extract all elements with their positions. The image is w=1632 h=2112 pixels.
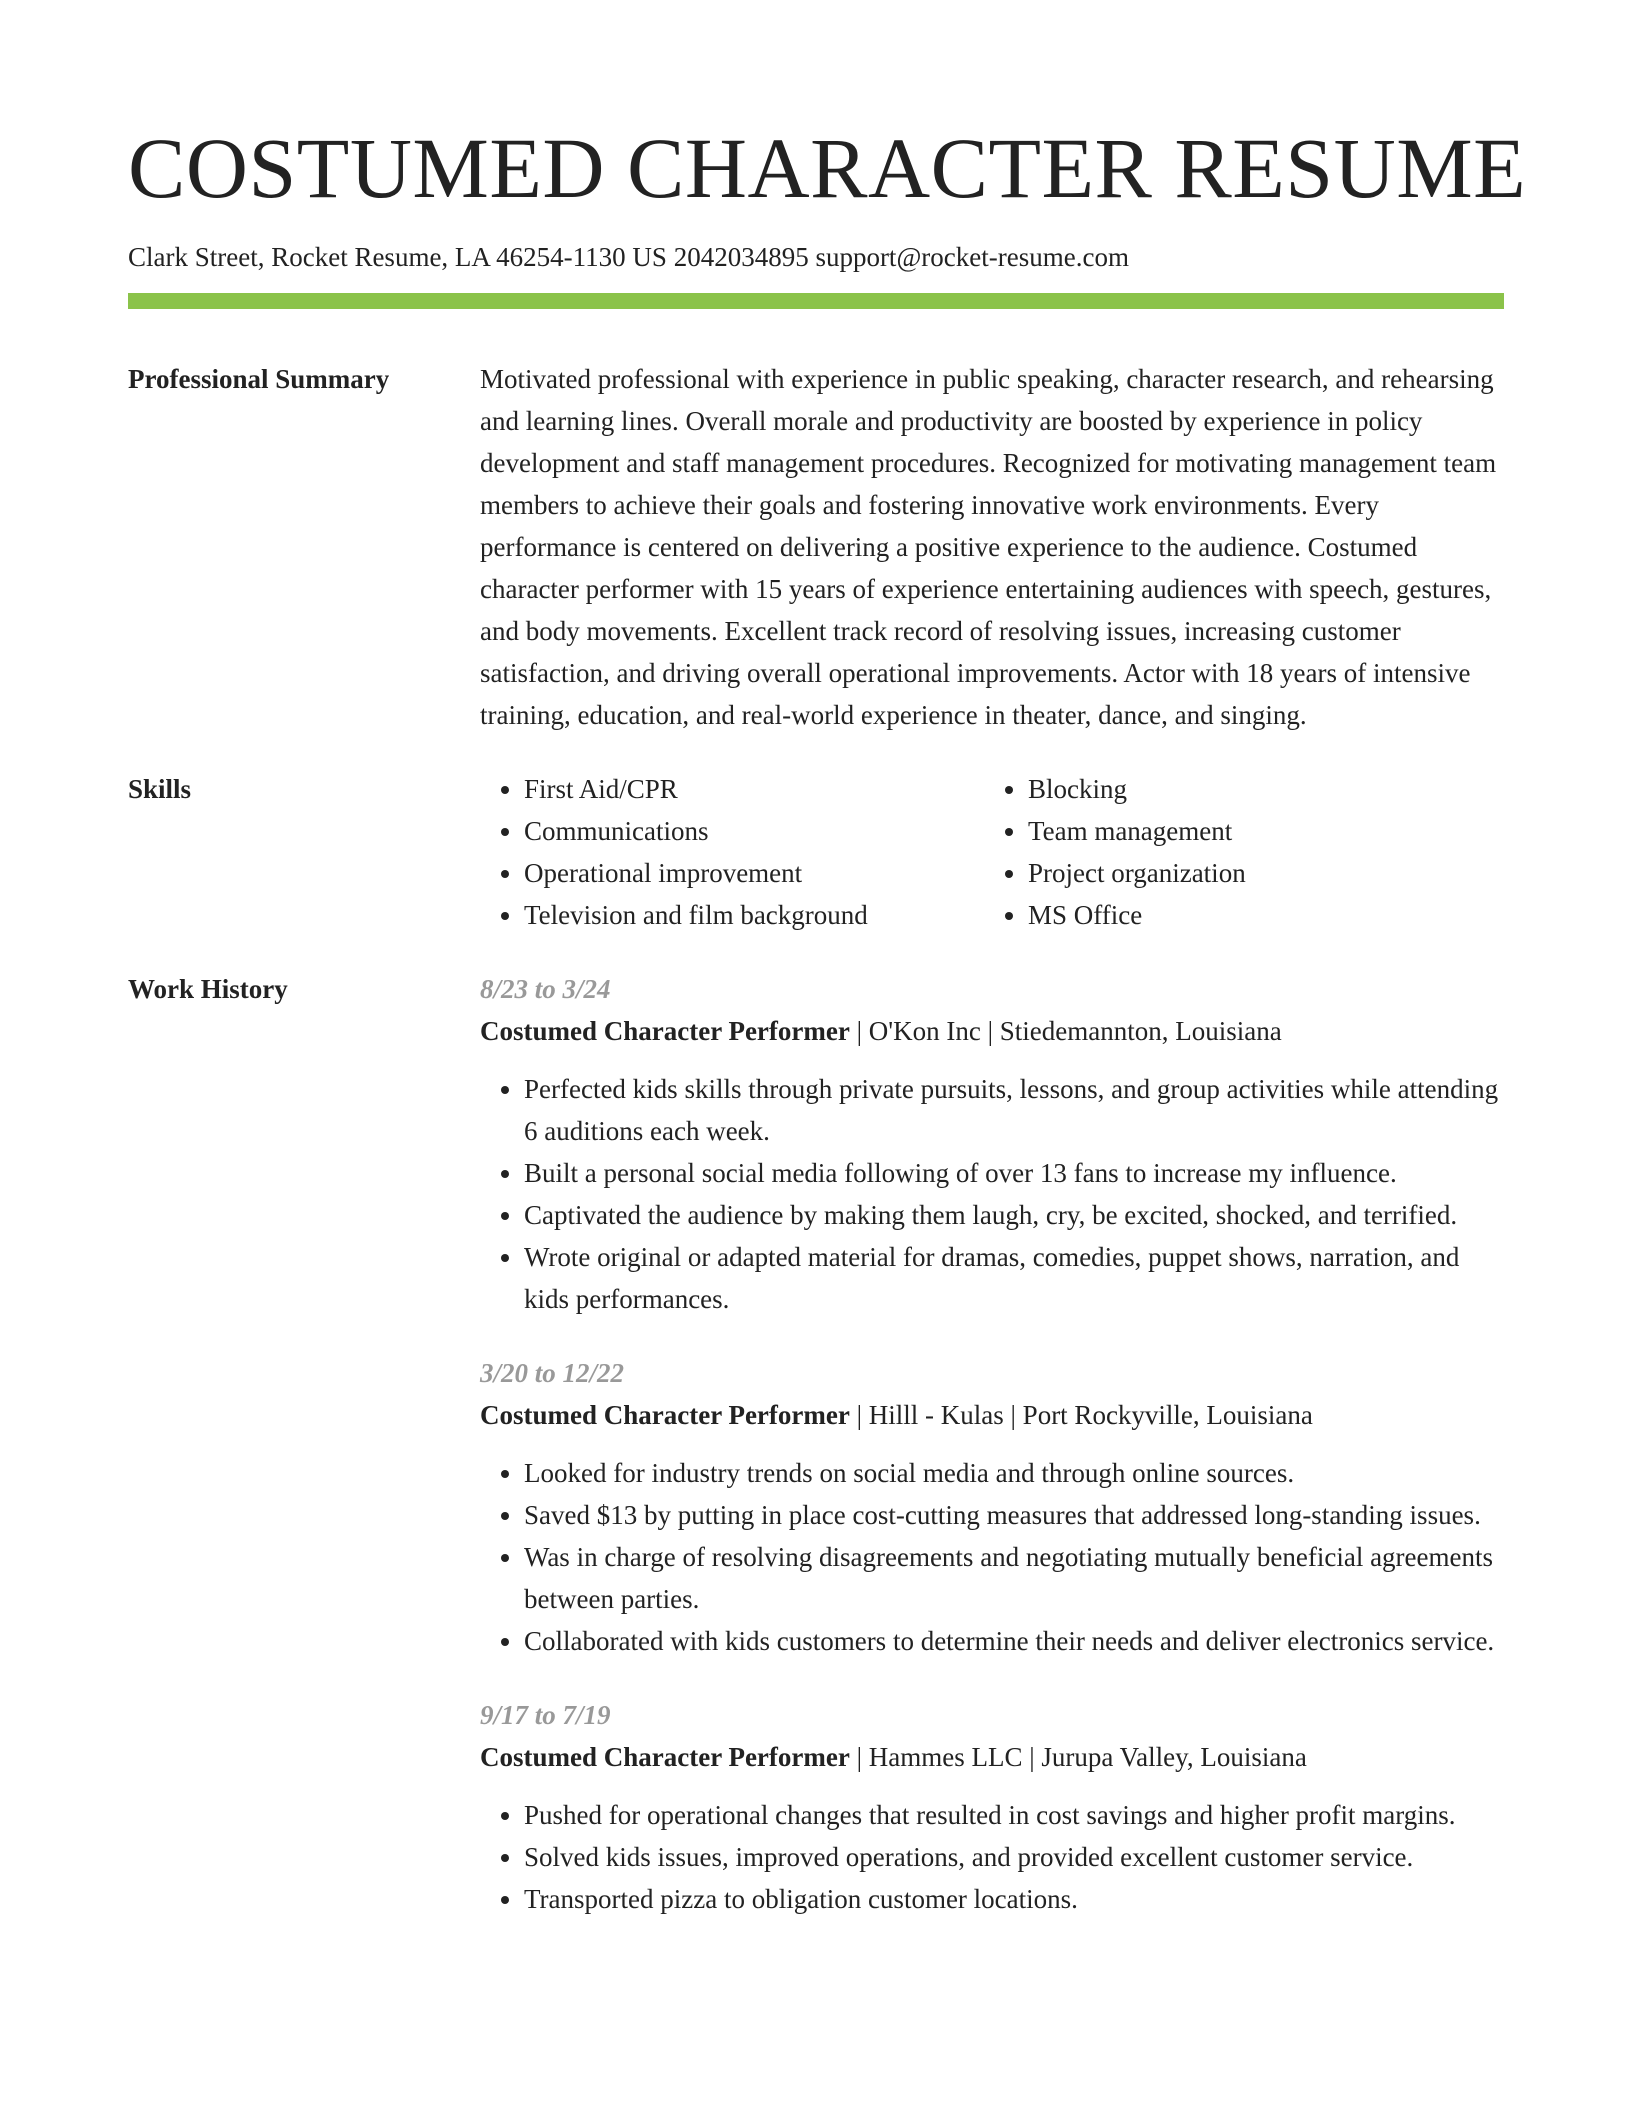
skills-column-1 xyxy=(480,768,984,936)
summary-text: Motivated professional with experience in public speaking, character research, and rehearsing and learning lines. Overall morale and productivity are boosted by experience in policy development and staff management procedures. Recognized for motivating management team members to achieve their goals and fostering innovative work environments. Every performance is centered on delivering a positive experience to the audience. Costumed character performer with 15 years of experience entertaining audiences with speech, gestures, and body movements. Excellent track record of resolving issues, increasing customer satisfaction, and driving overall operational improvements. Actor with 18 years of intensive training, education, and real-world experience in theater, dance, and singing. xyxy=(480,364,1497,730)
job-dates: 3/20 to 12/22 xyxy=(480,1358,625,1388)
skill-item: • Television and film background xyxy=(524,894,984,936)
work-history-section xyxy=(128,968,1504,1920)
skill-item: • Project organization xyxy=(1028,852,1488,894)
job-bullet: • Was in charge of resolving disagreements and negotiating mutually beneficial agreements between parties. xyxy=(524,1536,1504,1620)
job-company: Hilll - Kulas xyxy=(868,1400,1004,1430)
skill-item: • Team management xyxy=(1028,810,1488,852)
work-history-body xyxy=(480,968,1504,1920)
separator: | xyxy=(856,1742,869,1772)
job-bullet: • Solved kids issues, improved operations, and provided excellent customer service. xyxy=(524,1836,1504,1878)
work-history-heading: Work History xyxy=(128,974,288,1004)
job-dates: 9/17 to 7/19 xyxy=(480,1700,611,1730)
contact-email[interactable]: support@rocket-resume.com xyxy=(815,242,1129,272)
contact-address: Clark Street, Rocket Resume, LA 46254-1130 US xyxy=(128,242,667,272)
skill-item: • MS Office xyxy=(1028,894,1488,936)
separator: | xyxy=(987,1016,1000,1046)
job-heading xyxy=(480,1736,1504,1778)
job-location: Jurupa Valley, Louisiana xyxy=(1041,1742,1307,1772)
job-heading xyxy=(480,1010,1504,1052)
skill-item: • First Aid/CPR xyxy=(524,768,984,810)
separator: | xyxy=(856,1016,869,1046)
resume-title: COSTUMED CHARACTER RESUME xyxy=(128,120,1527,216)
job-dates: 8/23 to 3/24 xyxy=(480,974,611,1004)
job-bullet-list xyxy=(480,1452,1504,1662)
job-bullet-list xyxy=(480,1794,1504,1920)
summary-body xyxy=(480,358,1504,736)
job-company: O'Kon Inc xyxy=(868,1016,981,1046)
separator: | xyxy=(1010,1400,1023,1430)
job-bullet: • Wrote original or adapted material for dramas, comedies, puppet shows, narration, and kids performances. xyxy=(524,1236,1504,1320)
separator: | xyxy=(1029,1742,1042,1772)
job-bullet: • Collaborated with kids customers to determine their needs and deliver electronics service. xyxy=(524,1620,1504,1662)
skills-column-2 xyxy=(984,768,1488,936)
job-title: Costumed Character Performer xyxy=(480,1016,850,1046)
job-bullet-list xyxy=(480,1068,1504,1320)
job-bullet: • Pushed for operational changes that resulted in cost savings and higher profit margins. xyxy=(524,1794,1504,1836)
job-title: Costumed Character Performer xyxy=(480,1742,850,1772)
summary-section xyxy=(128,358,1504,736)
accent-divider xyxy=(128,293,1504,309)
job-entry xyxy=(480,1352,1504,1662)
job-entry xyxy=(480,968,1504,1320)
skill-item: • Blocking xyxy=(1028,768,1488,810)
separator: | xyxy=(856,1400,869,1430)
job-title: Costumed Character Performer xyxy=(480,1400,850,1430)
skills-heading: Skills xyxy=(128,774,192,804)
skill-item: • Operational improvement xyxy=(524,852,984,894)
job-bullet: • Transported pizza to obligation customer locations. xyxy=(524,1878,1504,1920)
job-bullet: • Looked for industry trends on social media and through online sources. xyxy=(524,1452,1504,1494)
job-bullet: • Captivated the audience by making them laugh, cry, be excited, shocked, and terrified. xyxy=(524,1194,1504,1236)
job-bullet: • Perfected kids skills through private pursuits, lessons, and group activities while attending 6 auditions each week. xyxy=(524,1068,1504,1152)
skills-list xyxy=(480,768,1504,936)
job-location: Port Rockyville, Louisiana xyxy=(1022,1400,1313,1430)
job-entry xyxy=(480,1694,1504,1920)
contact-phone: 2042034895 xyxy=(673,242,809,272)
job-bullet: • Saved $13 by putting in place cost-cutting measures that addressed long-standing issues. xyxy=(524,1494,1504,1536)
job-bullet: • Built a personal social media following of over 13 fans to increase my influence. xyxy=(524,1152,1504,1194)
summary-heading: Professional Summary xyxy=(128,364,390,394)
job-heading xyxy=(480,1394,1504,1436)
skill-item: • Communications xyxy=(524,810,984,852)
contact-line xyxy=(128,240,1504,274)
job-company: Hammes LLC xyxy=(868,1742,1023,1772)
job-location: Stiedemannton, Louisiana xyxy=(999,1016,1282,1046)
skills-section xyxy=(128,768,1504,936)
